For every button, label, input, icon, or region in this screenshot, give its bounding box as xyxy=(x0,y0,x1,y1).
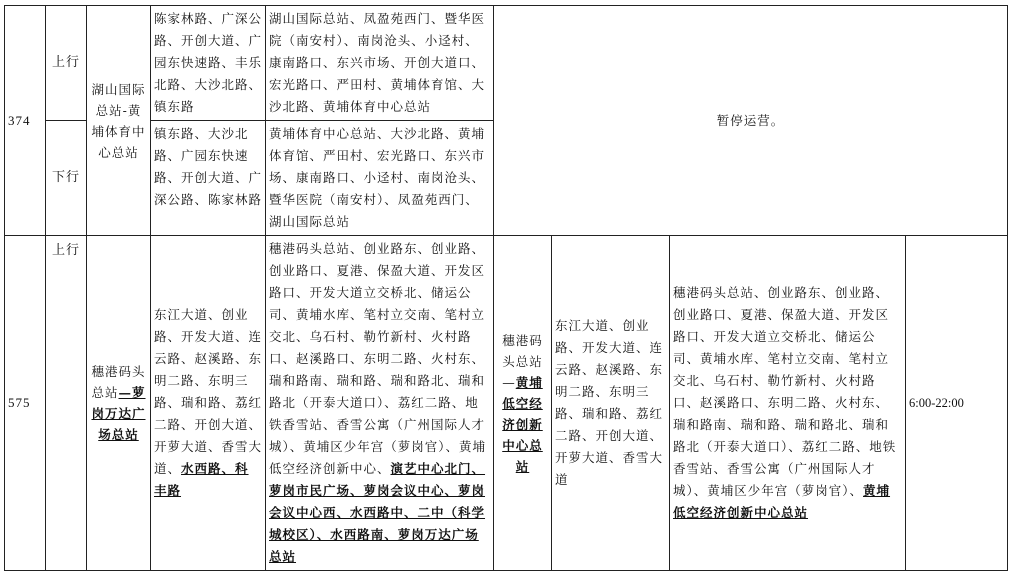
stops-up: 湖山国际总站、凤盈苑西门、暨华医院（南安村）、南岗沧头、小迳村、康南路口、东兴市场、开创大道口、宏光路口、严田村、黄埔体育馆、大沙北路、黄埔体育中心总站 xyxy=(266,6,494,121)
stops-down: 黄埔体育中心总站、大沙北路、黄埔体育馆、严田村、宏光路口、东兴市场、康南路口、小迳村、南岗沧头、暨华医院（南安村）、凤盈苑西门、湖山国际总站 xyxy=(266,121,494,236)
bus-route-change-table xyxy=(4,5,1008,571)
terminal-new-start: 穗港码头总站— xyxy=(502,332,543,390)
roads-down: 镇东路、大沙北路、广园东快速路、开创大道、广深公路、陈家林路 xyxy=(151,121,266,236)
terminal-new-end: 黄埔低空经济创新中心总站 xyxy=(502,374,543,474)
terminal-end: 萝岗万达广场总站 xyxy=(91,385,146,442)
service-hours: 6:00-22:00 xyxy=(906,236,1008,571)
terminal-start: 穗港码头总站 xyxy=(91,364,146,400)
terminals-new xyxy=(494,236,552,571)
direction-up: 上行 xyxy=(46,236,87,571)
roads-old-changed: 水西路、科丰路 xyxy=(154,461,249,498)
stops-old-changed: 演艺中心北门、萝岗市民广场、萝岗会议中心、萝岗会议中心西、水西路中、二中（科学城校区）、水西路南、萝岗万达广场总站 xyxy=(269,461,486,564)
stops-new xyxy=(670,236,906,571)
terminal-separator: — xyxy=(118,385,132,400)
terminals-old xyxy=(87,236,151,571)
table-row xyxy=(5,236,1008,571)
stops-new-plain: 穗港码头总站、创业路东、创业路、创业路口、夏港、保盈大道、开发区路口、开发大道立交桥北、储运公司、黄埔水库、笔村立交南、笔村立交北、乌石村、勒竹新村、火村路口、赵溪路口、东明二路、火村东、瑞和路南、瑞和路、瑞和路北、瑞和路北（开泰大道口）、荔红二路、地铁香雪站、香雪公寓（广州国际人才城）、黄埔区少年宫（萝岗官）、 xyxy=(673,285,897,498)
direction-up: 上行 xyxy=(46,6,87,121)
roads-old xyxy=(151,236,266,571)
line-number: 575 xyxy=(5,236,46,571)
stops-new-changed: 黄埔低空经济创新中心总站 xyxy=(673,483,891,520)
stops-old xyxy=(266,236,494,571)
line-number: 374 xyxy=(5,6,46,236)
stops-old-plain: 穗港码头总站、创业路东、创业路、创业路口、夏港、保盈大道、开发区路口、开发大道立交桥北、储运公司、黄埔水库、笔村立交南、笔村立交北、乌石村、勒竹新村、火村路口、赵溪路口、东明二路、火村东、瑞和路南、瑞和路、瑞和路北、瑞和路北（开泰大道口）、荔红二路、地铁香雪站、香雪公寓（广州国际人才城）、黄埔区少年宫（萝岗官）、黄埔低空经济创新中心、 xyxy=(269,241,487,476)
roads-up: 陈家林路、广深公路、开创大道、广园东快速路、丰乐北路、大沙北路、镇东路 xyxy=(151,6,266,121)
status-note: 暂停运营。 xyxy=(494,6,1008,236)
table-row xyxy=(5,6,1008,121)
terminals: 湖山国际总站-黄埔体育中心总站 xyxy=(87,6,151,236)
roads-old-plain: 东江大道、创业路、开发大道、连云路、赵溪路、东明二路、东明三路、瑞和路、荔红二路、开创大道、开萝大道、香雪大道、 xyxy=(154,307,263,476)
direction-down: 下行 xyxy=(46,121,87,236)
roads-new: 东江大道、创业路、开发大道、连云路、赵溪路、东明二路、东明三路、瑞和路、荔红二路、开创大道、开萝大道、香雪大道 xyxy=(552,236,670,571)
